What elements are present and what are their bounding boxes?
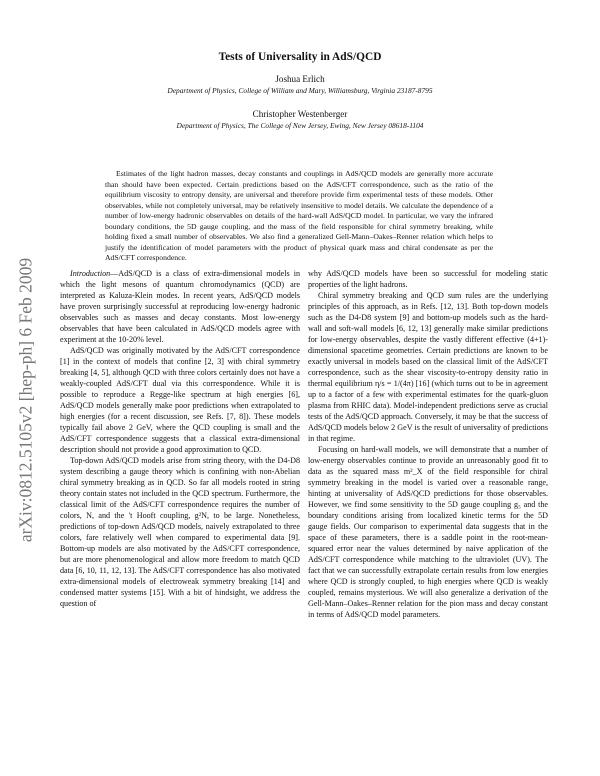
paragraph xyxy=(60,268,300,345)
author-name: Joshua Erlich xyxy=(275,74,325,84)
author-affiliation: Department of Physics, College of William and Mary, Williamsburg, Virginia 23187-8795 xyxy=(167,86,433,95)
author-name: Christopher Westenberger xyxy=(252,109,348,119)
author-affiliation: Department of Physics, The College of New Jersey, Ewing, New Jersey 08618-1104 xyxy=(176,121,424,130)
paragraph: AdS/QCD was originally motivated by the AdS/CFT correspondence [1] in the context of models that confine [2, 3] with chiral symmetry breaking [4, 5], although QCD with three colors certainly does not have a weakly-coupled AdS/CFT dual via this correspondence. While it is possible to reproduce a Regge-like spectrum at high energies [6], AdS/QCD models generally make poor predictions when extrapolated to high energies (for a recent discussion, see Refs. [7, 8]). These models typically fail above 2 GeV, where the QCD coupling is small and the AdS/CFT correspondence suggests that a classical extra-dimensional description should not provide a good approximation to QCD. xyxy=(60,346,300,455)
paragraph: why AdS/QCD models have been so successful for modeling static properties of the light hadrons. xyxy=(308,269,548,290)
body-column-right xyxy=(308,268,548,621)
arxiv-identifier: arXiv:0812.5105v2 [hep-ph] 6 Feb 2009 xyxy=(15,257,36,543)
paragraph: Top-down AdS/QCD models arise from string theory, with the D4-D8 system describing a gauge theory which is confining with non-Abelian chiral symmetry breaking as in QCD. So far all models rooted in string theory contain states not included in the QCD spectrum. Furthermore, the classical limit of the AdS/CFT correspondence requires the number of colors, N, and the 't Hooft coupling, g²N, to be large. Nonetheless, predictions of top-down AdS/QCD models, naively extrapolated to three colors, fare relatively well when compared to experimental data [9]. Bottom-up models are also motivated by the AdS/CFT correspondence, but are more phenomenological and allow more freedom to match QCD data [6, 10, 11, 12, 13]. The AdS/CFT correspondence has also motivated extra-dimensional models of electroweak symmetry breaking [14] and condensed matter systems [15]. With a bit of hindsight, we address the question of xyxy=(60,456,300,609)
paragraph: Focusing on hard-wall models, we will demonstrate that a number of low-energy observables continue to provide an unreasonably good fit to data as the squared mass m²_X of the field responsible for chiral symmetry breaking in the model is varied over a reasonable range, hinting at universality of AdS/QCD predictions for those observables. However, we find some sensitivity to the 5D gauge coupling g₅ and the boundary conditions arising from localized kinetic terms for the 5D gauge fields. Our comparison to experimental data suggests that in the space of these parameters, there is a saddle point in the root-mean-squared error near the values determined by naive application of the AdS/CFT correspondence while matching to the ultraviolet (UV). The fact that we can successfully extrapolate certain results from low energies where QCD is strongly coupled, to high energies where QCD is weakly coupled, remains mysterious. We will also generalize a derivation of the Gell-Mann–Oakes–Renner relation for the pion mass and decay constant in terms of AdS/QCD model parameters. xyxy=(308,445,548,620)
body-column-left xyxy=(60,268,300,609)
paragraph-text: —AdS/QCD is a class of extra-dimensional models in which the light mesons of quantum chromodynamics (QCD) are interpreted as Kaluza-Klein modes. In recent years, AdS/QCD models have proven surprisingly successful at reproducing low-energy hadronic observables such as masses and decay constants. Most low-energy observables that have been calculated in AdS/QCD models agree with experiment at the 10-20% level. xyxy=(60,269,300,345)
section-label: Introduction xyxy=(70,269,111,278)
arxiv-side-stamp xyxy=(6,190,46,610)
paper-title: Tests of Universality in AdS/QCD xyxy=(218,51,382,63)
abstract: Estimates of the light hadron masses, decay constants and couplings in AdS/QCD models are generally more accurate than should have been expected. Certain predictions based on the AdS/CFT correspondence, such as the ratio of the equilibrium viscosity to entropy density, are universal and therefore provide firm experimental tests of these models. Other observables, while not completely universal, may be relatively insensitive to model details. We calculate the dependence of a number of low-energy hadronic observables on details of the hard-wall AdS/QCD model. In particular, we vary the infrared boundary conditions, the 5D gauge coupling, and the mass of the field responsible for chiral symmetry breaking, while holding fixed a small number of observables. We also find a generalized Gell-Mann–Oakes–Renner relation which helps to justify the identification of model parameters with the product of physical quark mass and chiral condensate as per the AdS/CFT correspondence. xyxy=(105,169,493,263)
paragraph: Chiral symmetry breaking and QCD sum rules are the underlying principles of this approach, as in Refs. [12, 13]. Both top-down models such as the D4-D8 system [9] and bottom-up models such as the hard-wall and soft-wall models [6, 12, 13] generally make similar predictions for low-energy observables, despite the vastly different effective (4+1)-dimensional spacetime geometries. Certain predictions are known to be exactly universal in models based on the classical limit of the AdS/CFT correspondence, such as the shear viscosity-to-entropy density ratio in thermal equilibrium η/s = 1/(4π) [16] (which turns out to be in agreement up to a factor of a few with experimental estimates for the quark-gluon plasma from RHIC data). Model-independent predictions serve as crucial tests of the AdS/QCD approach. Conversely, it may be that the success of AdS/QCD models below 2 GeV is the result of universality of predictions in that regime. xyxy=(308,291,548,444)
